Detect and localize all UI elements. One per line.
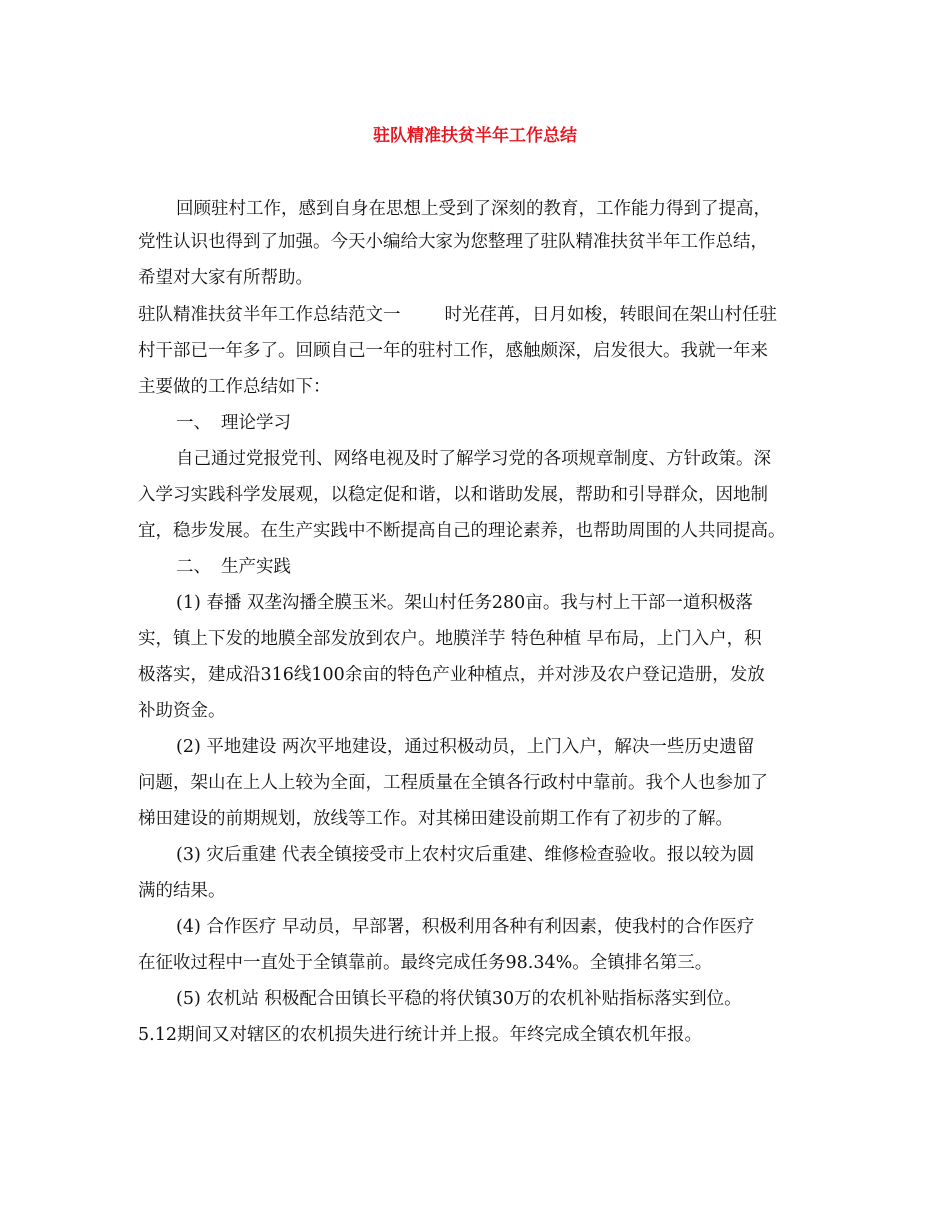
paragraph-line: 入学习实践科学发展观，以稳定促和谐，以和谐助发展，帮助和引导群众，因地制 bbox=[138, 485, 768, 505]
paragraph-line: 极落实，建成沿316线100余亩的特色产业种植点，并对涉及农户登记造册，发放 bbox=[138, 665, 765, 685]
paragraph-line: 在征收过程中一直处于全镇靠前。最终完成任务98.34%。全镇排名第三。 bbox=[138, 953, 713, 973]
paragraph-text: 时光荏苒，日月如梭，转眼间在架山村任驻 bbox=[444, 305, 777, 325]
paragraph-line: 希望对大家有所帮助。 bbox=[138, 268, 313, 288]
paragraph-line: (2) 平地建设 两次平地建设，通过积极动员，上门入户，解决一些历史遗留 bbox=[176, 737, 755, 757]
section-heading bbox=[176, 407, 291, 439]
paragraph-line: 自己通过党报党刊、网络电视及时了解学习党的各项规章制度、方针政策。深 bbox=[176, 449, 771, 469]
paragraph-line: 村干部已一年多了。回顾自己一年的驻村工作，感触颇深，启发很大。我就一年来 bbox=[138, 341, 768, 361]
paragraph-line: (1) 春播 双垄沟播全膜玉米。架山村任务280亩。我与村上干部一道积极落 bbox=[176, 593, 753, 613]
paragraph-line: (5) 农机站 积极配合田镇长平稳的将伏镇30万的农机补贴指标落实到位。 bbox=[176, 989, 742, 1009]
section-title: 生产实践 bbox=[221, 557, 291, 577]
paragraph-line: 补助资金。 bbox=[138, 701, 226, 721]
paragraph-line: (4) 合作医疗 早动员，早部署，积极利用各种有利因素，使我村的合作医疗 bbox=[176, 917, 755, 937]
section-number: 二、 bbox=[176, 557, 211, 577]
paragraph-line: 宜，稳步发展。在生产实践中不断提高自己的理论素养，也帮助周围的人共同提高。 bbox=[138, 521, 786, 541]
section-title: 理论学习 bbox=[221, 413, 291, 433]
paragraph-line: 满的结果。 bbox=[138, 881, 226, 901]
paragraph-line: 问题，架山在上人上较为全面，工程质量在全镇各行政村中靠前。我个人也参加了 bbox=[138, 773, 768, 793]
section-heading bbox=[176, 551, 291, 583]
sample-heading: 驻队精准扶贫半年工作总结范文一 bbox=[138, 305, 401, 325]
section-number: 一、 bbox=[176, 413, 211, 433]
paragraph-line bbox=[138, 299, 777, 331]
paragraph-line: (3) 灾后重建 代表全镇接受市上农村灾后重建、维修检查验收。报以较为圆 bbox=[176, 845, 755, 865]
paragraph-line: 主要做的工作总结如下： bbox=[138, 377, 331, 397]
paragraph-line: 回顾驻村工作，感到自身在思想上受到了深刻的教育，工作能力得到了提高， bbox=[176, 199, 771, 219]
document-title: 驻队精准扶贫半年工作总结 bbox=[373, 126, 577, 146]
paragraph-line: 梯田建设的前期规划，放线等工作。对其梯田建设前期工作有了初步的了解。 bbox=[138, 809, 733, 829]
paragraph-line: 党性认识也得到了加强。今天小编给大家为您整理了驻队精准扶贫半年工作总结， bbox=[138, 232, 768, 252]
paragraph-line: 5.12期间又对辖区的农机损失进行统计并上报。年终完成全镇农机年报。 bbox=[138, 1025, 702, 1045]
paragraph-line: 实，镇上下发的地膜全部发放到农户。地膜洋芋 特色种植 早布局，上门入户，积 bbox=[138, 629, 762, 649]
